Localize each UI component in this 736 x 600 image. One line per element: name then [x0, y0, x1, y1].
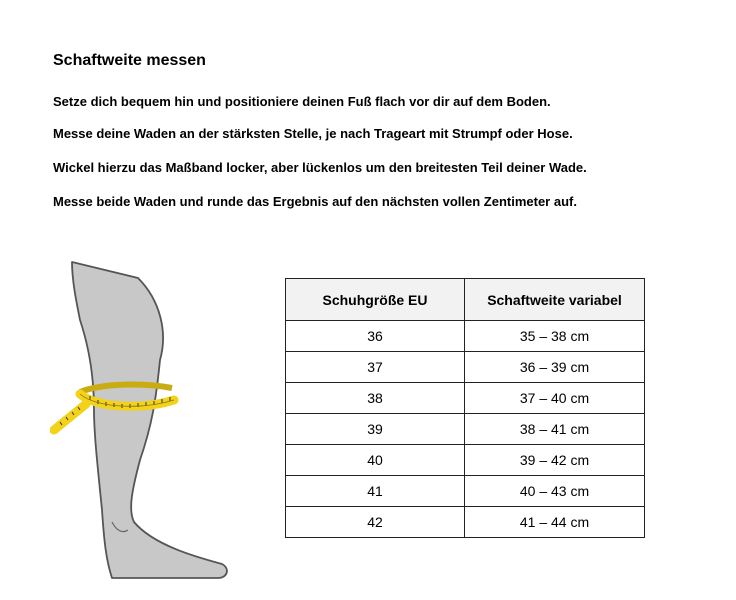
table-header-row [286, 279, 645, 321]
instruction-1: Setze dich bequem hin und positioniere deinen Fuß flach vor dir auf dem Boden. [53, 94, 551, 109]
table-row [286, 352, 645, 383]
size-table [285, 278, 645, 538]
shoe-size-cell: 40 [286, 445, 465, 476]
shoe-size-cell: 42 [286, 507, 465, 538]
leg-silhouette [72, 262, 227, 578]
shoe-size-cell: 39 [286, 414, 465, 445]
shaft-width-cell: 39 – 42 cm [465, 445, 645, 476]
shaft-width-cell: 37 – 40 cm [465, 383, 645, 414]
table-row [286, 321, 645, 352]
shoe-size-cell: 41 [286, 476, 465, 507]
table-row [286, 445, 645, 476]
shoe-size-cell: 38 [286, 383, 465, 414]
table-row [286, 414, 645, 445]
shoe-size-cell: 37 [286, 352, 465, 383]
instruction-4: Messe beide Waden und runde das Ergebnis auf den nächsten vollen Zentimeter auf. [53, 194, 577, 209]
page-title: Schaftweite messen [53, 52, 206, 69]
table-row [286, 383, 645, 414]
shaft-width-cell: 35 – 38 cm [465, 321, 645, 352]
instruction-3: Wickel hierzu das Maßband locker, aber lückenlos um den breitesten Teil deiner Wade. [53, 160, 587, 175]
shaft-width-cell: 40 – 43 cm [465, 476, 645, 507]
shaft-width-cell: 38 – 41 cm [465, 414, 645, 445]
shoe-size-cell: 36 [286, 321, 465, 352]
shaft-width-cell: 41 – 44 cm [465, 507, 645, 538]
header-shaft-width: Schaftweite variabel [465, 279, 645, 321]
leg-with-measuring-tape-icon [50, 260, 235, 580]
table-row [286, 507, 645, 538]
instruction-2: Messe deine Waden an der stärksten Stelle, je nach Trageart mit Strumpf oder Hose. [53, 126, 573, 141]
table-row [286, 476, 645, 507]
shaft-width-cell: 36 – 39 cm [465, 352, 645, 383]
header-shoe-size: Schuhgröße EU [286, 279, 465, 321]
